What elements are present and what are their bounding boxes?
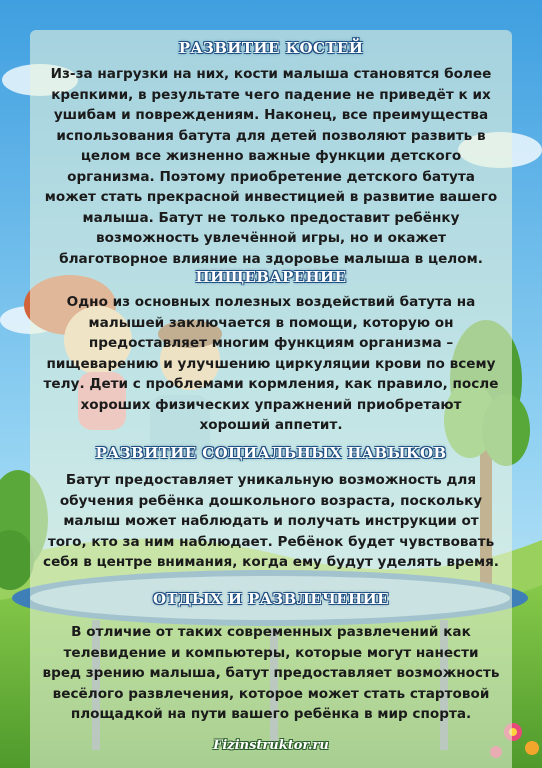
- text-line: того, кто за ним наблюдает. Ребёнок будет чувствовать: [47, 533, 495, 550]
- text-line: вред зрению малыша, батут предоставляет возможность: [42, 665, 500, 681]
- text-line: целом все жизненно важные функции детского: [80, 148, 462, 164]
- section-heading-digestion: ПИЩЕВАРЕНИЕ: [195, 268, 347, 286]
- text-line: весёлого развлечения, которое может стать стартовой: [52, 685, 490, 702]
- text-line: В отличие от таких современных развлечений как: [71, 624, 471, 640]
- section-heading-leisure: ОТДЫХ И РАЗВЛЕЧЕНИЕ: [152, 590, 390, 608]
- text-line: Одно из основных полезных воздействий батута на: [66, 294, 476, 310]
- text-line: хороших физических упражнений приобретают: [80, 396, 462, 413]
- text-line: площадкой на пути вашего ребёнка в мир спорта.: [70, 706, 472, 722]
- text-line: малыша. Батут не только предоставит ребёнку: [82, 209, 460, 226]
- text-line: хороший аппетит.: [199, 417, 343, 433]
- text-line: телу. Дети с проблемами кормления, как правило, после: [43, 376, 499, 392]
- section-text-leisure: [34, 622, 508, 725]
- text-line: организма. Поэтому приобретение детского батута: [67, 168, 475, 185]
- section-text-bones: [34, 64, 508, 269]
- section-text-digestion: [34, 292, 508, 436]
- text-line: пищеварению и улучшению циркуляции крови по всему: [46, 355, 496, 372]
- section-heading-social: РАЗВИТИЕ СОЦИАЛЬНЫХ НАВЫКОВ: [95, 444, 447, 462]
- site-watermark: Fizinstruktor.ru: [213, 738, 329, 753]
- section-text-social: [34, 470, 508, 573]
- text-line: себя в центре внимания, когда ему будут уделять время.: [43, 554, 499, 570]
- text-line: крепкими, в результате чего падение не приведёт к их: [51, 86, 491, 103]
- text-line: благотворное влияние на здоровье малыша в целом.: [59, 250, 483, 267]
- text-line: обучения ребёнка дошкольного возраста, поскольку: [59, 492, 483, 509]
- text-line: малышей заключается в помощи, которую он: [88, 314, 454, 331]
- text-line: ушибам и повреждениям. Наконец, все преимущества: [53, 107, 489, 123]
- text-line: Батут предоставляет уникальную возможность для: [65, 472, 477, 488]
- text-line: использования батута для детей позволяют развить в: [56, 127, 486, 144]
- section-heading-bones: РАЗВИТИЕ КОСТЕЙ: [178, 39, 364, 57]
- text-line: возможность увлечённой игры, но и окажет: [95, 230, 447, 246]
- text-line: предоставляет многим функциям организма –: [88, 335, 454, 351]
- text-line: может стать прекрасной инвестицией в развитие вашего: [44, 189, 498, 205]
- text-line: телевидение и компьютеры, которые могут нанести: [63, 644, 479, 661]
- text-line: Из-за нагрузки на них, кости малыша становятся более: [50, 66, 492, 82]
- text-line: малыш может наблюдать и получать инструкции от: [63, 513, 479, 529]
